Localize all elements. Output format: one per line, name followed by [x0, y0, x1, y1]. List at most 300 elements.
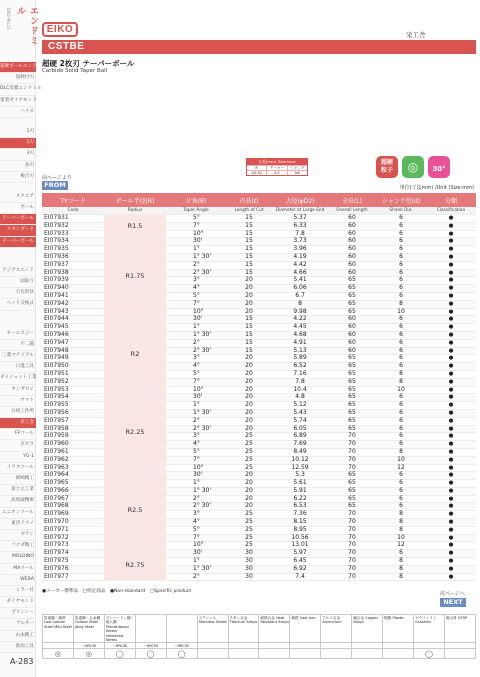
sidebar-item[interactable]: 京セラ — [0, 440, 36, 451]
tolerance-cols — [247, 165, 307, 170]
cell-shank: 6 — [376, 277, 426, 285]
material-header-row-cell: 樹脂 Plastic — [383, 615, 414, 643]
material-suitability-row-cell — [321, 649, 352, 659]
sidebar-item[interactable]: ボール — [0, 203, 36, 214]
sidebar-item[interactable]: スタンダード — [0, 225, 36, 236]
stock-dot-icon — [426, 339, 476, 347]
cell-oal: 65 — [328, 495, 376, 503]
cell-angle: 7° — [166, 534, 226, 542]
cell-angle: 1° — [166, 558, 226, 566]
cell-loc: 25 — [226, 456, 272, 464]
cell-shank: 8 — [376, 519, 426, 527]
cell-angle: 1° 30' — [166, 409, 226, 417]
cell-angle: 1° 30' — [166, 253, 226, 261]
cell-shank: 6 — [376, 495, 426, 503]
cell-loc: 20 — [226, 378, 272, 386]
sidebar-item[interactable]: 不二越 — [0, 340, 36, 351]
sidebar-item[interactable]: 山本精工 — [0, 631, 36, 642]
stock-dot-icon — [426, 472, 476, 480]
cell-shank: 6 — [376, 269, 426, 277]
stock-dot-icon — [426, 448, 476, 456]
cell-loc: 15 — [226, 246, 272, 254]
sidebar-item[interactable]: DLC皮膜エンドミル — [0, 84, 36, 95]
sidebar-item[interactable]: 複合刃 — [0, 172, 36, 183]
sidebar-item[interactable]: 刃先形状 — [0, 288, 36, 299]
stock-dot-icon — [426, 300, 476, 308]
stock-dot-icon — [426, 565, 476, 573]
stock-dot-icon — [426, 573, 476, 581]
cell-oal: 65 — [328, 277, 376, 285]
cell-d2: 9.98 — [272, 308, 328, 316]
sidebar-item[interactable]: ヤマト — [0, 396, 36, 407]
cell-code: EI07931 — [42, 215, 104, 223]
tolerance-title: 公差(mm) Tolerance — [247, 159, 307, 165]
table-row — [42, 472, 476, 480]
cell-oal: 65 — [328, 402, 376, 410]
cell-code: EI07960 — [42, 441, 104, 449]
stock-dot-icon — [426, 370, 476, 378]
cell-d2: 4.66 — [272, 269, 328, 277]
sub-shank: Shank Dia. — [376, 207, 426, 215]
cell-shank: 6 — [376, 363, 426, 371]
angle-badge-icon: 30° — [428, 156, 450, 178]
cell-shank: 6 — [376, 355, 426, 363]
sidebar-item[interactable] — [0, 248, 36, 257]
sidebar-item[interactable]: 電着ダイヤモンド — [0, 96, 36, 107]
product-title-en: Carbide Solid Taper Ball — [42, 68, 108, 74]
cell-shank: 8 — [376, 511, 426, 519]
cell-shank: 10 — [376, 456, 426, 464]
cell-loc: 20 — [226, 495, 272, 503]
material-header-row-cell — [135, 615, 166, 643]
table-row — [42, 550, 476, 558]
cell-loc: 20 — [226, 292, 272, 300]
stock-dot-icon — [426, 394, 476, 402]
cell-oal: 70 — [328, 464, 376, 472]
cell-angle: 4° — [166, 285, 226, 293]
cell-d2: 4.42 — [272, 261, 328, 269]
sidebar-item[interactable]: テーパーボール — [0, 237, 36, 248]
cell-angle: 30' — [166, 316, 226, 324]
cell-code: EI07945 — [42, 324, 104, 332]
sidebar-item[interactable]: 超硬付刃 — [0, 73, 36, 84]
cell-d2: 3.73 — [272, 238, 328, 246]
cell-d2: 10.12 — [272, 456, 328, 464]
cell-code: EI07961 — [42, 448, 104, 456]
stock-dot-icon — [426, 285, 476, 293]
material-header-row-cell: 耐熱合金 Heat Resistant Alloys — [259, 615, 290, 643]
cell-angle: 10° — [166, 386, 226, 394]
carbide-badge-icon — [376, 156, 398, 178]
cell-shank: 6 — [376, 230, 426, 238]
cell-d2: 12.59 — [272, 464, 328, 472]
sub-oal: Overall Length — [328, 207, 376, 215]
tolerance-val: ±0.01 — [247, 171, 267, 175]
cell-oal: 60 — [328, 253, 376, 261]
cell-d2: 7.8 — [272, 378, 328, 386]
cell-loc: 20 — [226, 300, 272, 308]
cell-oal: 60 — [328, 261, 376, 269]
cell-oal: 70 — [328, 573, 376, 581]
cell-shank: 10 — [376, 534, 426, 542]
cell-d2: 4.91 — [272, 339, 328, 347]
cell-loc: 25 — [226, 519, 272, 527]
sidebar-item[interactable]: 東洋テクノ — [0, 519, 36, 530]
cell-code: EI07957 — [42, 417, 104, 425]
cell-oal: 60 — [328, 222, 376, 230]
cell-shank: 6 — [376, 246, 426, 254]
stock-dot-icon — [426, 495, 476, 503]
material-header-row-cell: 複合材 CFRP — [444, 615, 475, 643]
cell-code: EI07946 — [42, 331, 104, 339]
sidebar-item[interactable]: 面取り — [0, 277, 36, 288]
material-header-row-cell: プレハードン鋼・焼入鋼 Prehardened Steels Hardened Steels — [105, 616, 135, 643]
material-hrc-row-cell: 〜HRC50 — [135, 643, 166, 649]
sidebar-item[interactable]: ダイジェット工業 — [0, 373, 36, 384]
cell-angle: 2° — [166, 261, 226, 269]
sidebar-item[interactable]: 2刃 — [0, 138, 36, 149]
cell-loc: 15 — [226, 316, 272, 324]
sidebar-item[interactable]: 栄工舎 — [0, 418, 36, 429]
material-header-row-cell: 炭素鋼・合金鋼 Carbon Steel Alloy Steel — [73, 615, 104, 643]
cell-loc: 20 — [226, 363, 272, 371]
cell-shank: 6 — [376, 480, 426, 488]
stock-dot-icon — [426, 277, 476, 285]
cell-shank: 6 — [376, 339, 426, 347]
sidebar-item[interactable]: ギケン — [0, 530, 36, 541]
sidebar-item[interactable]: 1刃 — [0, 127, 36, 138]
stock-dot-icon — [426, 269, 476, 277]
stock-dot-icon — [426, 441, 476, 449]
cell-angle: 2° 30' — [166, 503, 226, 511]
cell-loc: 15 — [226, 261, 272, 269]
sidebar-item[interactable]: フクダ精工 — [0, 541, 36, 552]
sidebar-item[interactable]: ワルター — [0, 619, 36, 630]
cell-angle: 5° — [166, 370, 226, 378]
stock-dot-icon — [426, 456, 476, 464]
cell-shank: 6 — [376, 324, 426, 332]
cell-code: EI07948 — [42, 347, 104, 355]
cell-oal: 60 — [328, 347, 376, 355]
cell-d2: 7.36 — [272, 511, 328, 519]
sidebar-item[interactable] — [0, 118, 36, 127]
tolerance-col: R — [247, 166, 267, 170]
tolerance-val: h6 — [295, 171, 300, 175]
sidebar-item[interactable]: ハイス — [0, 107, 36, 118]
cell-d2: 8.15 — [272, 519, 328, 527]
cell-oal: 70 — [328, 558, 376, 566]
from-text: 前ページより — [42, 175, 72, 181]
sidebar-item[interactable]: MAツール — [0, 564, 36, 575]
legend: ●メーカー標準品 □特定商品 ●Non-standard □Specific product — [42, 589, 192, 594]
product-title-jp: 超硬 2枚刃 テーパーボール — [42, 59, 135, 68]
table-row — [42, 394, 476, 402]
cell-d2: 6.53 — [272, 503, 328, 511]
cell-loc: 20 — [226, 402, 272, 410]
tolerance-vals — [247, 170, 307, 175]
sub-d2: Diameter at Large End — [272, 207, 328, 215]
stock-dot-icon — [426, 519, 476, 527]
sidebar-item[interactable]: 日進工具 — [0, 362, 36, 373]
cell-angle: 2° — [166, 417, 226, 425]
sidebar-index — [0, 62, 46, 653]
stock-dot-icon — [426, 386, 476, 394]
sidebar-item[interactable] — [0, 320, 36, 329]
cell-loc: 25 — [226, 542, 272, 550]
stock-dot-icon — [426, 363, 476, 371]
cell-oal: 70 — [328, 456, 376, 464]
cell-angle: 5° — [166, 526, 226, 534]
sidebar-item[interactable]: プリンシー — [0, 608, 36, 619]
cell-code: EI07950 — [42, 363, 104, 371]
stock-dot-icon — [426, 246, 476, 254]
cell-shank: 8 — [376, 573, 426, 581]
sidebar-item[interactable]: 富士元工業 — [0, 485, 36, 496]
cell-angle: 10° — [166, 464, 226, 472]
cell-d2: 6.45 — [272, 558, 328, 566]
sidebar-item[interactable]: オーエスジー — [0, 329, 36, 340]
cell-loc: 20 — [226, 409, 272, 417]
stock-dot-icon — [426, 253, 476, 261]
cell-oal: 60 — [328, 269, 376, 277]
cell-radius: R2.75 — [104, 550, 166, 581]
material-suitability-row-cell: ◯ — [104, 649, 135, 659]
cell-oal: 65 — [328, 503, 376, 511]
cell-oal: 65 — [328, 417, 376, 425]
cell-shank: 6 — [376, 472, 426, 480]
cell-oal: 65 — [328, 378, 376, 386]
sub-radius: Radius — [104, 207, 166, 215]
stock-dot-icon — [426, 324, 476, 332]
cell-code: EI07975 — [42, 558, 104, 566]
material-header-row-cell: グラファイト Graphite — [414, 615, 445, 643]
cell-d2: 7.4 — [272, 573, 328, 581]
cell-code: EI07973 — [42, 542, 104, 550]
cell-shank: 8 — [376, 558, 426, 566]
cell-d2: 5.97 — [272, 550, 328, 558]
cell-radius: R2 — [104, 316, 166, 394]
cell-oal: 70 — [328, 550, 376, 558]
cell-loc: 15 — [226, 331, 272, 339]
sidebar-item[interactable]: 日研工作所 — [0, 407, 36, 418]
sidebar-item[interactable]: 高周波精密 — [0, 496, 36, 507]
cell-radius: R2.5 — [104, 472, 166, 550]
stock-dot-icon — [426, 503, 476, 511]
cell-oal: 70 — [328, 511, 376, 519]
sidebar-item[interactable]: 多刃 — [0, 161, 36, 172]
table-body — [42, 215, 476, 581]
cell-loc: 15 — [226, 215, 272, 223]
cell-code: EI07970 — [42, 519, 104, 527]
cell-code: EI07955 — [42, 402, 104, 410]
cell-code: EI07971 — [42, 526, 104, 534]
cell-code: EI07963 — [42, 464, 104, 472]
sub-loc: Length of Cut — [226, 207, 272, 215]
cell-oal: 65 — [328, 487, 376, 495]
cell-angle: 10° — [166, 542, 226, 550]
cell-loc: 20 — [226, 386, 272, 394]
cell-code: EI07974 — [42, 550, 104, 558]
cell-shank: 6 — [376, 425, 426, 433]
material-hrc-row-cell: 〜HRC55 — [166, 643, 197, 649]
cell-oal: 60 — [328, 339, 376, 347]
material-suitability-row-cell — [444, 649, 475, 659]
cell-shank: 6 — [376, 316, 426, 324]
sidebar-item[interactable]: 3刃 — [0, 149, 36, 160]
material-suitability-row — [43, 649, 476, 659]
cell-oal: 60 — [328, 238, 376, 246]
stock-dot-icon — [426, 480, 476, 488]
cell-oal: 65 — [328, 285, 376, 293]
cell-loc: 15 — [226, 222, 272, 230]
cell-d2: 5.61 — [272, 480, 328, 488]
cell-shank: 6 — [376, 394, 426, 402]
cell-shank: 6 — [376, 285, 426, 293]
coating-badge-icon: ◎ — [402, 156, 424, 178]
cell-angle: 5° — [166, 448, 226, 456]
cell-shank: 12 — [376, 542, 426, 550]
cell-code: EI07941 — [42, 292, 104, 300]
cell-code: EI07968 — [42, 503, 104, 511]
cell-angle: 30' — [166, 472, 226, 480]
tolerance-col: シャンク — [290, 166, 305, 170]
stock-dot-icon — [426, 417, 476, 425]
maker-name: 栄工舎 — [406, 31, 426, 39]
eiko-logo: EIKO — [42, 22, 78, 37]
sidebar-item[interactable]: FFツール — [0, 429, 36, 440]
th-radius: ボール半径(R) — [104, 193, 166, 207]
cell-radius: R1.5 — [104, 215, 166, 238]
material-header-row-cell: アルミ合金 Aluminium — [321, 615, 352, 643]
cell-d2: 6.06 — [272, 285, 328, 293]
next-button[interactable]: NEXT — [440, 598, 466, 607]
cell-code: EI07972 — [42, 534, 104, 542]
cell-angle: 10° — [166, 230, 226, 238]
cell-loc: 30 — [226, 550, 272, 558]
cell-angle: 1° 30' — [166, 565, 226, 573]
cell-d2: 5.74 — [272, 417, 328, 425]
cell-shank: 6 — [376, 441, 426, 449]
sidebar-item[interactable] — [0, 257, 36, 266]
cell-angle: 3° — [166, 433, 226, 441]
cell-shank: 6 — [376, 417, 426, 425]
cell-angle: 2° 30' — [166, 347, 226, 355]
cell-oal: 70 — [328, 534, 376, 542]
cell-code: EI07964 — [42, 472, 104, 480]
th-oal: 全長(L) — [328, 193, 376, 207]
cell-radius: R1.75 — [104, 238, 166, 316]
cell-oal: 65 — [328, 308, 376, 316]
cell-oal: 65 — [328, 472, 376, 480]
cell-d2: 6.52 — [272, 363, 328, 371]
material-suitability-row-cell — [352, 649, 383, 659]
sub-class: Classification — [426, 207, 476, 215]
sidebar-item[interactable]: MOLDINO — [0, 552, 36, 563]
material-suitability-row-cell — [259, 649, 290, 659]
cell-angle: 2° — [166, 339, 226, 347]
sidebar-item[interactable] — [0, 311, 36, 320]
sidebar-item[interactable]: テーパーボール — [0, 214, 36, 225]
sidebar-item[interactable]: イワタツール — [0, 463, 36, 474]
cell-code: EI07966 — [42, 487, 104, 495]
material-suitability-row-cell: ◎ — [43, 649, 74, 659]
th-class: 分類 — [426, 193, 476, 207]
cell-code: EI07954 — [42, 394, 104, 402]
from-button[interactable]: FROM — [42, 181, 68, 190]
sidebar-item[interactable]: 岡崎精工 — [0, 474, 36, 485]
tolerance-col: テーパー — [267, 166, 287, 170]
cell-loc: 20 — [226, 308, 272, 316]
th-angle: 片角(θ) — [166, 193, 226, 207]
sidebar-item[interactable]: 超硬ボールエンドミル — [0, 62, 36, 73]
cell-angle: 1° 30' — [166, 331, 226, 339]
cell-oal: 70 — [328, 448, 376, 456]
cell-loc: 15 — [226, 253, 272, 261]
cell-loc: 20 — [226, 503, 272, 511]
sidebar-item[interactable]: ヘッド交換式 — [0, 299, 36, 310]
cell-angle: 2° 30' — [166, 269, 226, 277]
cell-d2: 5.43 — [272, 409, 328, 417]
cell-code: EI07967 — [42, 495, 104, 503]
cell-d2: 7.8 — [272, 230, 328, 238]
cell-loc: 25 — [226, 433, 272, 441]
cell-oal: 70 — [328, 433, 376, 441]
sidebar-item[interactable]: タンガロイ — [0, 385, 36, 396]
cell-d2: 7.69 — [272, 441, 328, 449]
sidebar-item[interactable]: ミラー社 — [0, 586, 36, 597]
cell-code: EI07956 — [42, 409, 104, 417]
cell-code: EI07932 — [42, 222, 104, 230]
cell-shank: 8 — [376, 448, 426, 456]
stock-dot-icon — [426, 292, 476, 300]
stock-dot-icon — [426, 230, 476, 238]
cell-loc: 15 — [226, 230, 272, 238]
cell-shank: 6 — [376, 487, 426, 495]
sidebar-item[interactable]: ダイヤモンド — [0, 597, 36, 608]
material-hrc-row-cell: 〜HRC30 — [73, 643, 104, 649]
cell-d2: 8 — [272, 300, 328, 308]
stock-dot-icon — [426, 425, 476, 433]
stock-dot-icon — [426, 331, 476, 339]
unit-label: 単位(寸法mm) /Unit (Size:mm) — [399, 185, 474, 191]
stock-dot-icon — [426, 464, 476, 472]
cell-oal: 60 — [328, 316, 376, 324]
cell-oal: 60 — [328, 215, 376, 223]
cell-loc: 20 — [226, 425, 272, 433]
cell-loc: 20 — [226, 285, 272, 293]
th-code: TYコード — [42, 193, 104, 207]
cell-code: EI07977 — [42, 573, 104, 581]
sidebar-item[interactable]: YG-1 — [0, 452, 36, 463]
sidebar-item[interactable]: 新潟工具 — [0, 642, 36, 653]
stock-dot-icon — [426, 526, 476, 534]
sidebar-item[interactable]: 三菱マテリアル — [0, 351, 36, 362]
cell-d2: 5.89 — [272, 355, 328, 363]
sidebar-item[interactable]: WEBA — [0, 575, 36, 586]
sidebar-item[interactable]: スクエア — [0, 192, 36, 203]
sidebar-item[interactable] — [0, 183, 36, 192]
cell-d2: 5.91 — [272, 487, 328, 495]
sidebar-item[interactable]: ラジアスエンド — [0, 266, 36, 277]
cell-d2: 4.68 — [272, 331, 328, 339]
sidebar-item[interactable]: ユニオンツール — [0, 508, 36, 519]
cell-loc: 20 — [226, 370, 272, 378]
cell-code: EI07942 — [42, 300, 104, 308]
cell-angle: 7° — [166, 300, 226, 308]
cell-oal: 65 — [328, 394, 376, 402]
cell-angle: 5° — [166, 215, 226, 223]
material-header-row-cell: ステンレス Stainless Steels — [197, 615, 228, 643]
